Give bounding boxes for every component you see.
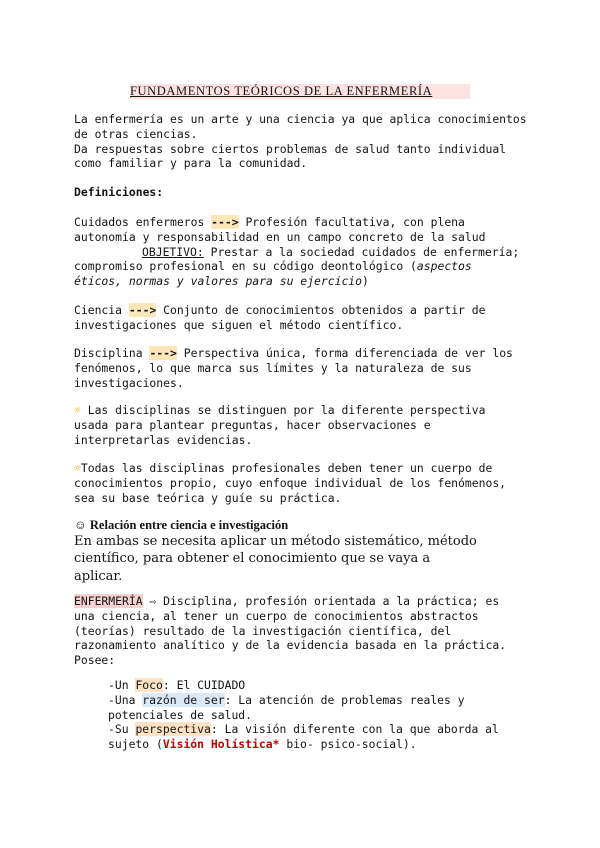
relacion-text: aplicar. xyxy=(74,568,123,584)
arrow-icon: ---> xyxy=(128,303,157,317)
intro-line: Da respuestas sobre ciertos problemas de salud tanto individual xyxy=(74,141,507,156)
cuidados-line: autonomía y responsabilidad en un campo concreto de la salud xyxy=(74,229,486,244)
page-title: FUNDAMENTOS TEÓRICOS DE LA ENFERMERÍA xyxy=(130,84,470,99)
enfermeria-line: (teorías) resultado de la investigación científica, del xyxy=(74,623,452,638)
bullet-text: interpretarlas evidencias. xyxy=(74,432,253,447)
cuidados-close: ) xyxy=(362,274,369,289)
enfermeria-line: una ciencia, al tener un cuerpo de conocimientos abstractos xyxy=(74,608,479,623)
cuidados-text: Profesión facultativa, con plena xyxy=(238,215,465,229)
bullet-perspectiva xyxy=(74,403,534,447)
list-item: -Una razón de ser: La atención de problemas reales y xyxy=(108,692,465,707)
arrow-icon: ⇨ xyxy=(142,594,157,608)
disciplina-text: Perspectiva única, forma diferenciada de ver los xyxy=(176,346,513,360)
objetivo-text: Prestar a la sociedad cuidados de enfermería; xyxy=(203,244,520,259)
arrow-icon: ---> xyxy=(211,215,239,229)
posee-list xyxy=(108,678,538,752)
smiley-icon: ☺ xyxy=(74,518,87,532)
definiciones-heading: Definiciones: xyxy=(74,185,164,199)
bullet-text: usada para plantear preguntas, hacer observaciones e xyxy=(74,417,431,432)
relacion-text: En ambas se necesita aplicar un método sistemático, método xyxy=(74,533,477,549)
disciplina-line: investigaciones. xyxy=(74,375,184,390)
razon-label: razón de ser xyxy=(142,692,225,707)
list-item-continuation: sujeto (Visión Holística* bio- psico-social). xyxy=(108,737,417,752)
cuidados-line: compromiso profesional en su código deontológico ( xyxy=(74,259,417,274)
ciencia-text: Conjunto de conocimientos obtenidos a partir de xyxy=(156,303,486,317)
bullet-text: Las disciplinas se distinguen por la diferente perspectiva xyxy=(80,403,486,417)
sun-icon: ☼ xyxy=(74,403,81,417)
list-item-continuation: potenciales de salud. xyxy=(108,707,253,722)
list-item: -Un Foco: El CUIDADO xyxy=(108,678,246,692)
relacion-text: científico, para obtener el conocimiento que se vaya a xyxy=(74,551,431,567)
enfermeria-label: ENFERMERÍA xyxy=(74,594,143,608)
enfermeria-text: Disciplina, profesión orientada a la práctica; es xyxy=(156,594,500,608)
bullet-disciplinas xyxy=(74,461,534,505)
perspectiva-label: perspectiva xyxy=(135,722,211,737)
arrow-icon: ---> xyxy=(149,346,177,360)
sun-icon: ☼ xyxy=(74,461,81,475)
intro-line: de otras ciencias. xyxy=(74,126,198,141)
ciencia-term: Ciencia xyxy=(74,303,129,317)
vision-holistica: Visión Holística* xyxy=(162,737,280,752)
foco-label: Foco xyxy=(135,678,163,692)
disciplina-definition xyxy=(74,346,534,390)
enfermeria-line: razonamiento analítico y de la evidencia basada en la práctica. xyxy=(74,638,507,653)
list-item: -Su perspectiva: La visión diferente con la que aborda al xyxy=(108,722,499,737)
intro-line: como familiar y para la comunidad. xyxy=(74,156,308,171)
cuidados-term: Cuidados enfermeros xyxy=(74,215,212,229)
relacion-heading: Relación entre ciencia e investigación xyxy=(86,518,289,532)
cuidados-italic: éticos, normas y valores para su ejercicio xyxy=(74,274,363,289)
ciencia-line: investigaciones que siguen el método científico. xyxy=(74,317,404,332)
intro-line: La enfermería es un arte y una ciencia ya que aplica conocimientos xyxy=(74,112,527,126)
cuidados-italic: aspectos xyxy=(416,259,472,274)
disciplina-line: fenómenos, lo que marca sus límites y la naturaleza de sus xyxy=(74,360,472,375)
relacion-section xyxy=(74,518,534,585)
disciplina-term: Disciplina xyxy=(74,346,150,360)
objetivo-label: OBJETIVO: xyxy=(142,244,204,259)
bullet-text: sea su base teórica y guíe su práctica. xyxy=(74,490,342,505)
intro-paragraph xyxy=(74,112,534,171)
bullet-text: Todas las disciplinas profesionales deben tener un cuerpo de xyxy=(80,461,493,475)
enfermeria-line: Posee: xyxy=(74,653,116,668)
cuidados-definition xyxy=(74,215,534,289)
enfermeria-section xyxy=(74,594,534,668)
ciencia-definition xyxy=(74,303,534,333)
bullet-text: conocimientos propio, cuyo enfoque individual de los fenómenos, xyxy=(74,475,507,490)
